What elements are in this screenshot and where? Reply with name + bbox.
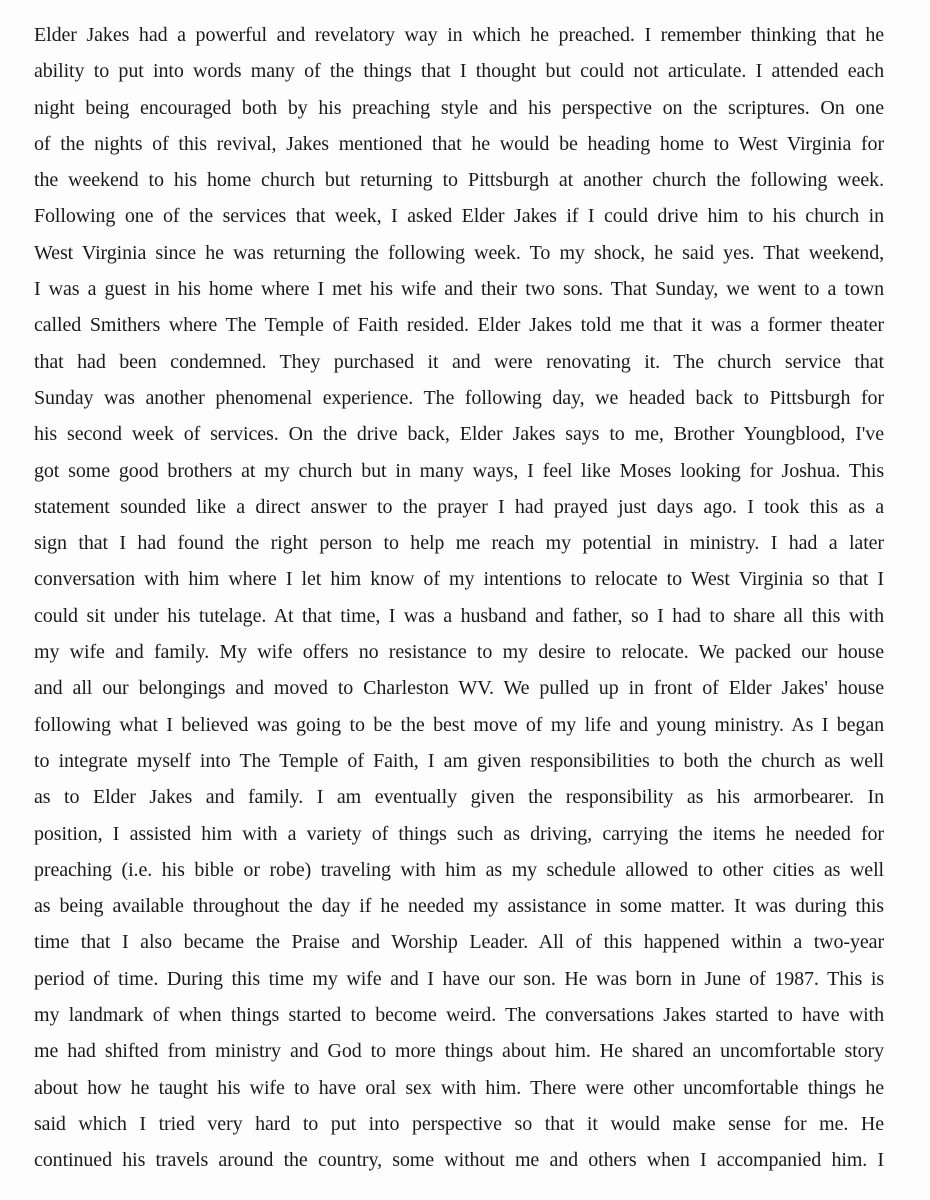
text-line: preaching (i.e. his bible or robe) traveling with him as my schedule allowed to other cities as well: [34, 858, 884, 881]
text-line: following what I believed was going to be the best move of my life and young ministry. As I began: [34, 713, 884, 736]
text-line: as being available throughout the day if he needed my assistance in some matter. It was during this: [34, 895, 884, 918]
text-line: and all our belongings and moved to Charleston WV. We pulled up in front of Elder Jakes' house: [34, 677, 884, 700]
text-line: got some good brothers at my church but in many ways, I feel like Moses looking for Joshua. This: [34, 459, 884, 482]
text-line: statement sounded like a direct answer to the prayer I had prayed just days ago. I took this as a: [34, 495, 884, 518]
text-line: called Smithers where The Temple of Faith resided. Elder Jakes told me that it was a former theater: [34, 314, 884, 337]
text-line: ability to put into words many of the things that I thought but could not articulate. I attended each: [34, 60, 884, 83]
text-line: I was a guest in his home where I met his wife and their two sons. That Sunday, we went to a town: [34, 278, 884, 301]
text-line: Elder Jakes had a powerful and revelatory way in which he preached. I remember thinking that he: [34, 24, 884, 46]
text-line: night being encouraged both by his preaching style and his perspective on the scriptures. On one: [34, 96, 884, 119]
text-line: time that I also became the Praise and Worship Leader. All of this happened within a two-year: [34, 931, 884, 954]
text-line: continued his travels around the country, some without me and others when I accompanied him. I: [34, 1149, 884, 1172]
body-text: [34, 17, 884, 1179]
text-line: as to Elder Jakes and family. I am eventually given the responsibility as his armorbearer. In: [34, 786, 884, 809]
text-line: period of time. During this time my wife and I have our son. He was born in June of 1987. This is: [34, 967, 884, 990]
text-line: Following one of the services that week, I asked Elder Jakes if I could drive him to his church in: [34, 205, 884, 228]
text-line: my wife and family. My wife offers no resistance to my desire to relocate. We packed our house: [34, 641, 884, 664]
text-line: sign that I had found the right person to help me reach my potential in ministry. I had a later: [34, 532, 884, 555]
text-line: position, I assisted him with a variety of things such as driving, carrying the items he needed for: [34, 822, 884, 845]
text-line: his second week of services. On the drive back, Elder Jakes says to me, Brother Youngblood, I've: [34, 423, 884, 446]
text-line: said which I tried very hard to put into perspective so that it would make sense for me. He: [34, 1112, 884, 1135]
text-line: of the nights of this revival, Jakes mentioned that he would be heading home to West Virginia for: [34, 132, 884, 155]
text-line: to integrate myself into The Temple of Faith, I am given responsibilities to both the church as well: [34, 749, 884, 772]
text-line: conversation with him where I let him know of my intentions to relocate to West Virginia so that I: [34, 568, 884, 591]
text-line: West Virginia since he was returning the following week. To my shock, he said yes. That weekend,: [34, 241, 884, 264]
text-line: that had been condemned. They purchased it and were renovating it. The church service that: [34, 350, 884, 373]
text-line: me had shifted from ministry and God to more things about him. He shared an uncomfortable story: [34, 1040, 884, 1063]
text-line: the weekend to his home church but returning to Pittsburgh at another church the following week.: [34, 169, 884, 192]
text-line: could sit under his tutelage. At that time, I was a husband and father, so I had to share all this with: [34, 604, 884, 627]
text-line: Sunday was another phenomenal experience. The following day, we headed back to Pittsburgh for: [34, 386, 884, 409]
text-line: about how he taught his wife to have oral sex with him. There were other uncomfortable things he: [34, 1076, 884, 1099]
text-line: my landmark of when things started to become weird. The conversations Jakes started to have with: [34, 1004, 884, 1027]
